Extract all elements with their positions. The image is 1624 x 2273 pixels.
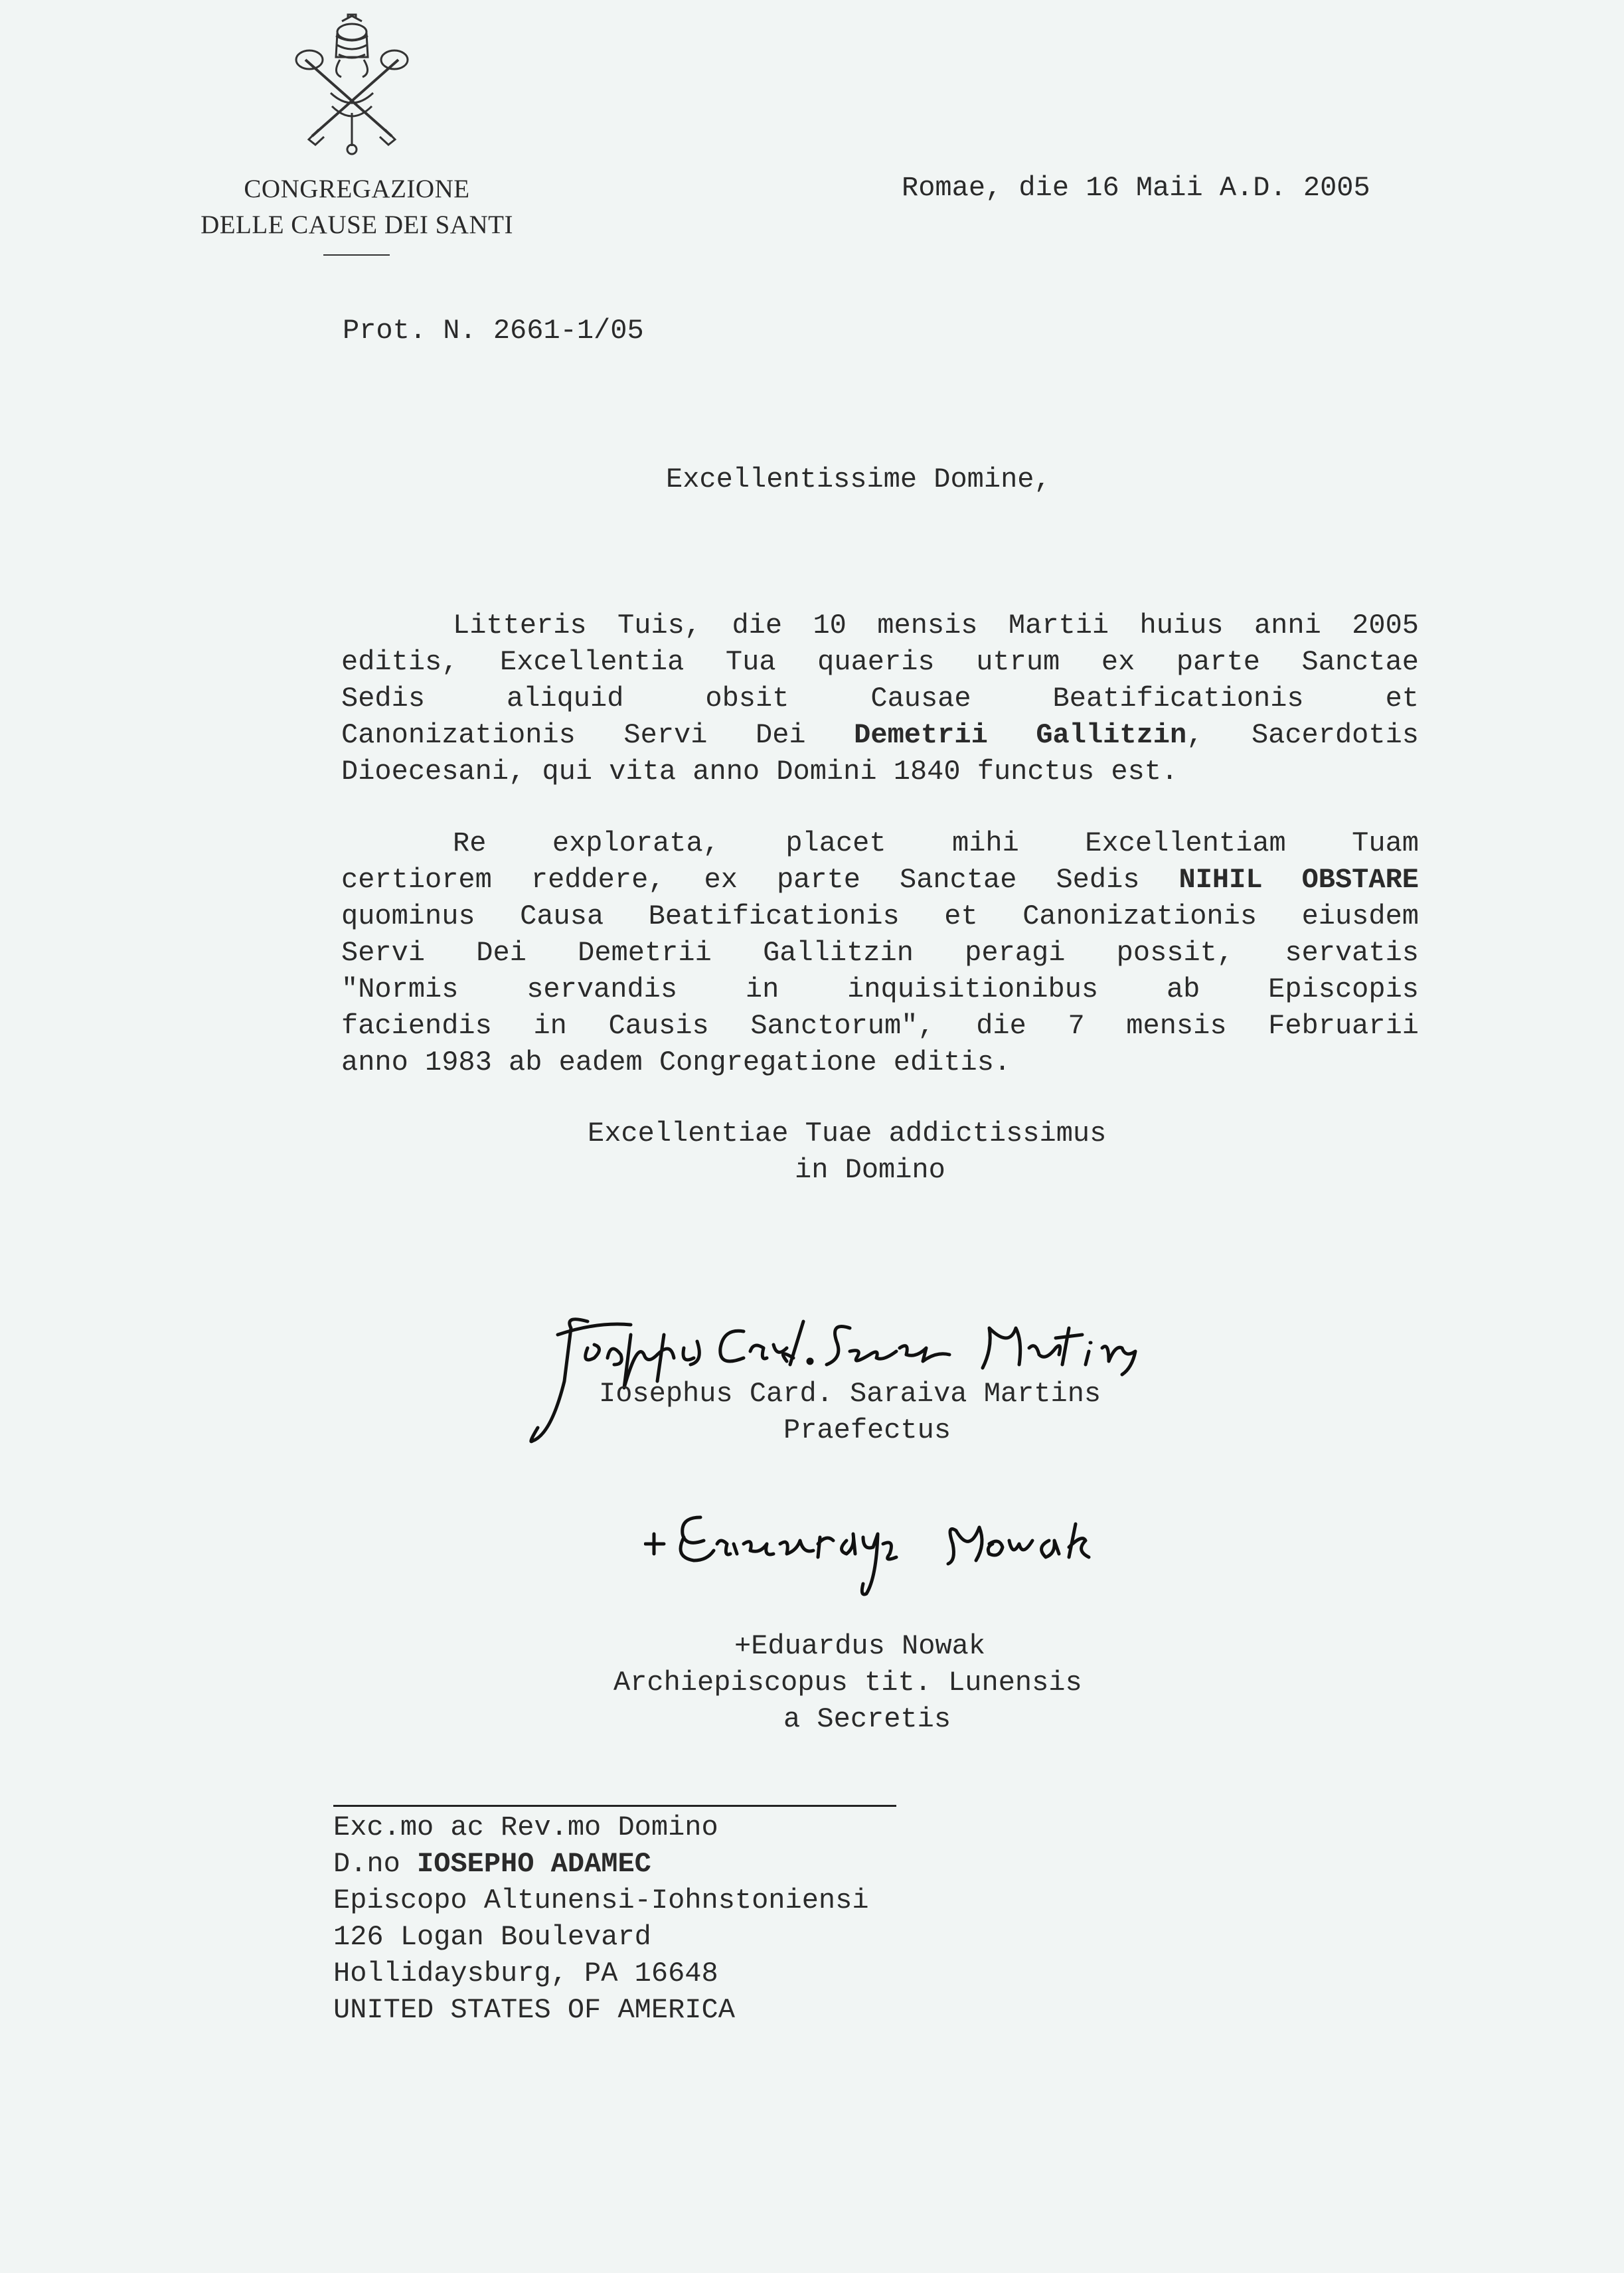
signer1-title: Praefectus bbox=[783, 1414, 951, 1446]
servant-name: Demetrii Gallitzin bbox=[854, 719, 1187, 751]
papal-crest-icon bbox=[292, 13, 412, 156]
signature-2-icon bbox=[644, 1497, 1155, 1604]
signer1-name: Iosephus Card. Saraiva Martins bbox=[599, 1378, 1101, 1410]
para1-line3: Sedis aliquid obsit Causae Beatificationis et bbox=[341, 683, 1419, 715]
letterhead bbox=[166, 171, 548, 243]
para2-line3: quominus Causa Beatificationis et Canonizationis eiusdem bbox=[341, 900, 1419, 932]
dateline: Romae, die 16 Maii A.D. 2005 bbox=[902, 172, 1370, 204]
para1-line2: editis, Excellentia Tua quaeris utrum ex parte Sanctae bbox=[341, 646, 1419, 678]
para2-line6: faciendis in Causis Sanctorum", die 7 mensis Februarii bbox=[341, 1010, 1419, 1042]
protocol-number: Prot. N. 2661-1/05 bbox=[343, 315, 644, 347]
para2-line4: Servi Dei Demetrii Gallitzin peragi possit, servatis bbox=[341, 937, 1419, 969]
closing-line2: in Domino bbox=[795, 1154, 945, 1186]
recipient-name: IOSEPHO ADAMEC bbox=[417, 1848, 651, 1880]
para2-line5: "Normis servandis in inquisitionibus ab Episcopis bbox=[341, 973, 1419, 1005]
address-line2-a: D.no bbox=[333, 1848, 418, 1880]
para2-line7: anno 1983 ab eadem Congregatione editis. bbox=[341, 1047, 1011, 1078]
para2-line1: Re explorata, placet mihi Excellentiam Tuam bbox=[453, 827, 1419, 859]
letterhead-rule bbox=[323, 254, 390, 256]
letterhead-line1: CONGREGAZIONE bbox=[244, 175, 470, 203]
address-line1: Exc.mo ac Rev.mo Domino bbox=[333, 1811, 718, 1843]
para1-line5: Dioecesani, qui vita anno Domini 1840 functus est. bbox=[341, 756, 1178, 788]
para1-line4-c: , Sacerdotis bbox=[1186, 719, 1419, 751]
para1-line4-a: Canonizationis Servi Dei bbox=[341, 719, 854, 751]
nihil-obstare: NIHIL OBSTARE bbox=[1178, 864, 1419, 896]
para1-line4 bbox=[341, 717, 1419, 754]
closing-line1: Excellentiae Tuae addictissimus bbox=[588, 1118, 1107, 1149]
address-line2 bbox=[333, 1846, 869, 1883]
address-line5: Hollidaysburg, PA 16648 bbox=[333, 1958, 718, 1989]
signer2-name: +Eduardus Nowak bbox=[734, 1630, 986, 1662]
address-line3: Episcopo Altunensi-Iohnstoniensi bbox=[333, 1885, 869, 1916]
signer2-title2: a Secretis bbox=[783, 1703, 951, 1735]
para2-line2 bbox=[341, 862, 1419, 898]
para1-line1: Litteris Tuis, die 10 mensis Martii huius anni 2005 bbox=[453, 610, 1419, 641]
address-line4: 126 Logan Boulevard bbox=[333, 1921, 651, 1953]
letterhead-line2: DELLE CAUSE DEI SANTI bbox=[201, 210, 513, 239]
salutation: Excellentissime Domine, bbox=[666, 463, 1051, 495]
address-block bbox=[333, 1810, 869, 2029]
address-rule bbox=[333, 1805, 896, 1807]
paragraph-1 bbox=[341, 608, 1419, 790]
address-line6: UNITED STATES OF AMERICA bbox=[333, 1994, 735, 2026]
signer2-title1: Archiepiscopus tit. Lunensis bbox=[613, 1667, 1082, 1699]
paragraph-2 bbox=[341, 825, 1419, 1081]
para2-line2-a: certiorem reddere, ex parte Sanctae Sedis bbox=[341, 864, 1179, 896]
